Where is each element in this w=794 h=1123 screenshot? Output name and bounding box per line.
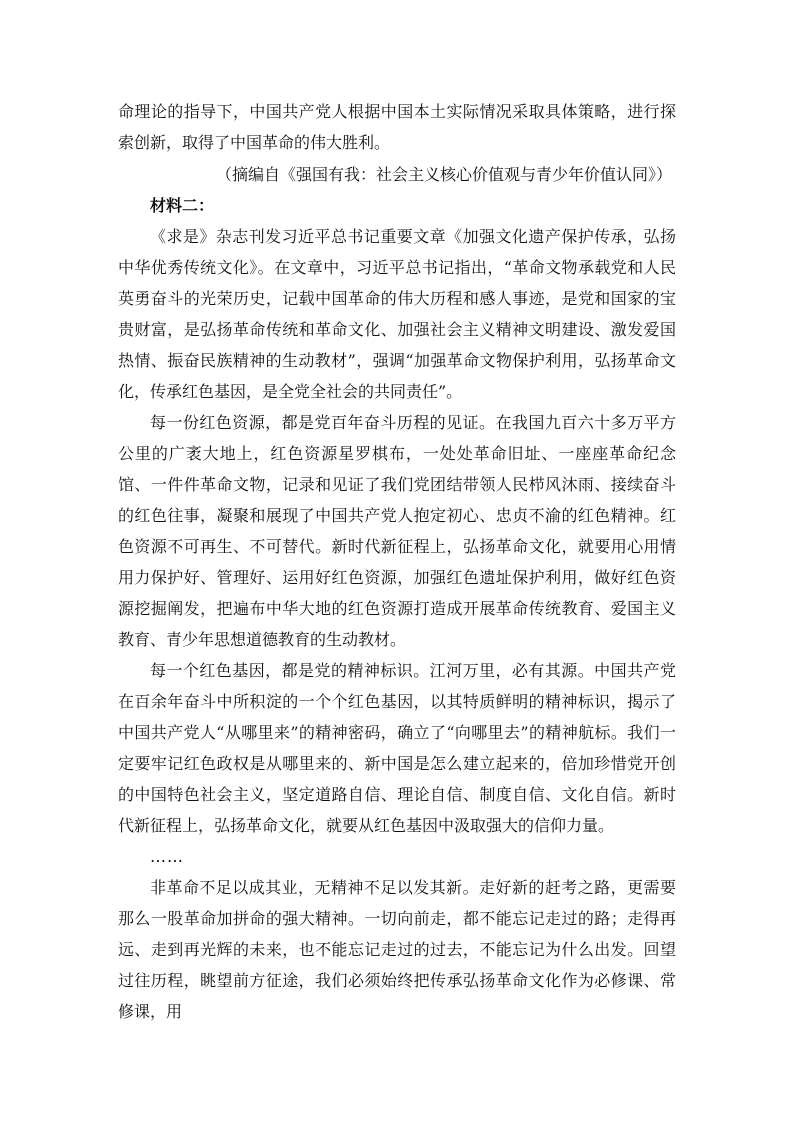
paragraph-red-resources: 每一份红色资源，都是党百年奋斗历程的见证。在我国九百六十多万平方公里的广袤大地上，红色资源星罗棋布，一处处革命旧址、一座座革命纪念馆、一件件革命文物，记录和见证了我们党团结带领人民栉风沐雨、接续奋斗的红色往事，凝聚和展现了中国共产党人抱定初心、忠贞不渝的红色精神。红色资源不可再生、不可替代。新时代新征程上，弘扬革命文化，就要用心用情用力保护好、管理好、运用好红色资源，加强红色遗址保护利用，做好红色资源挖掘阐发，把遍布中华大地的红色资源打造成开展革命传统教育、爱国主义教育、青少年思想道德教育的生动教材。 (118, 413, 676, 649)
omission-ellipsis: …… (150, 847, 184, 866)
paragraph-qiushi-article: 《求是》杂志刊发习近平总书记重要文章《加强文化遗产保护传承，弘扬中华优秀传统文化》。在文章中，习近平总书记指出，“革命文物承载党和人民英勇奋斗的光荣历史，记载中国革命的伟大历程和感人事迹，是党和国家的宝贵财富，是弘扬革命传统和革命文化、加强社会主义精神文明建设、激发爱国热情、振奋民族精神的生动教材”，强调“加强革命文物保护利用，弘扬革命文化，传承红色基因，是全党全社会的共同责任”。 (118, 227, 676, 401)
source-citation: （摘编自《强国有我：社会主义核心价值观与青少年价值认同》） (215, 165, 672, 184)
intro-fragment: 命理论的指导下，中国共产党人根据中国本土实际情况采取具体策略，进行探索创新，取得了中国革命的伟大胜利。 (118, 102, 676, 152)
paragraph-red-genes: 每一个红色基因，都是党的精神标识。江河万里，必有其源。中国共产党在百余年奋斗中所积淀的一个个红色基因，以其特质鲜明的精神标识，揭示了中国共产党人“从哪里来”的精神密码，确立了“向哪里去”的精神航标。我们一定要牢记红色政权是从哪里来的、新中国是怎么建立起来的，倍加珍惜党开创的中国特色社会主义，坚定道路自信、理论自信、制度自信、文化自信。新时代新征程上，弘扬革命文化，就要从红色基因中汲取强大的信仰力量。 (118, 661, 676, 835)
closing-paragraph: 非革命不足以成其业，无精神不足以发其新。走好新的赶考之路，更需要那么一股革命加拼命的强大精神。一切向前走，都不能忘记走过的路；走得再远、走到再光辉的未来，也不能忘记走过的过去，不能忘记为什么出发。回望过往历程，眺望前方征途，我们必须始终把传承弘扬革命文化作为必修课、常修课，用 (118, 878, 676, 1021)
material-two-heading: 材料二： (150, 196, 215, 215)
